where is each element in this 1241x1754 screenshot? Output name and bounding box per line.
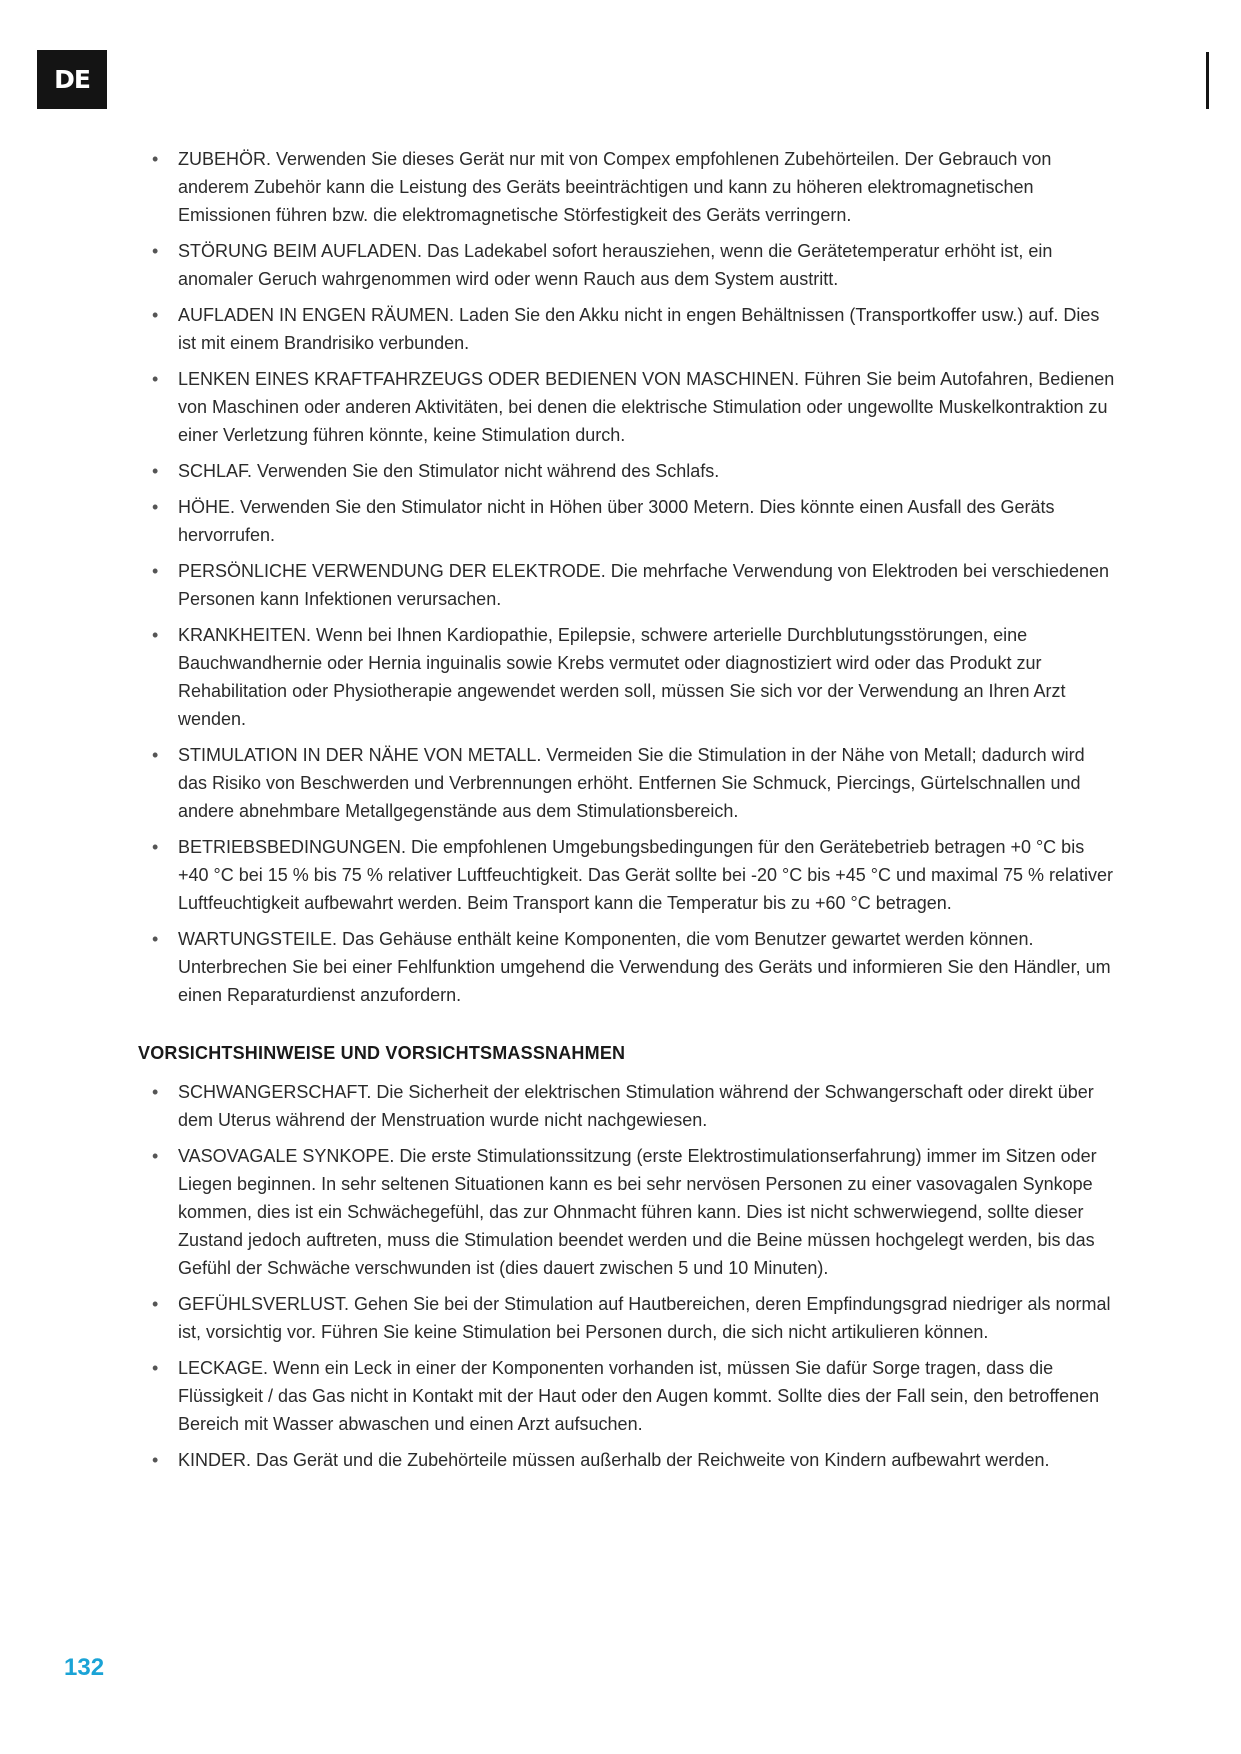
list-item (138, 1078, 1118, 1134)
bullet-icon: • (152, 837, 159, 857)
list-item-text: KINDER. Das Gerät und die Zubehörteile müssen außerhalb der Reichweite von Kindern aufbewahrt werden. (178, 1450, 1050, 1470)
list-item-text: PERSÖNLICHE VERWENDUNG DER ELEKTRODE. Die mehrfache Verwendung von Elektroden bei verschiedenen Personen kann Infektionen verursachen. (178, 561, 1110, 609)
bullet-icon: • (152, 461, 159, 481)
list-item (138, 365, 1118, 449)
list-item-text: WARTUNGSTEILE. Das Gehäuse enthält keine Komponenten, die vom Benutzer gewartet werden können. Unterbrechen Sie bei einer Fehlfunktion umgehend die Verwendung des Geräts und informieren Sie den Händler, um einen Reparaturdienst anzufordern. (178, 929, 1111, 1005)
list-item (138, 301, 1118, 357)
list-item-text: SCHWANGERSCHAFT. Die Sicherheit der elektrischen Stimulation während der Schwangerschaft oder direkt über dem Uterus während der Menstruation wurde nicht nachgewiesen. (178, 1082, 1094, 1130)
list-item-text: STIMULATION IN DER NÄHE VON METALL. Vermeiden Sie die Stimulation in der Nähe von Metall; dadurch wird das Risiko von Beschwerden und Verbrennungen erhöht. Entfernen Sie Schmuck, Piercings, Gürtelschnallen und andere abnehmbare Metallgegenstände aus dem Stimulationsbereich. (178, 745, 1085, 821)
list-item-text: STÖRUNG BEIM AUFLADEN. Das Ladekabel sofort herausziehen, wenn die Gerätetemperatur erhöht ist, ein anomaler Geruch wahrgenommen wird oder wenn Rauch aus dem System austritt. (178, 241, 1053, 289)
bullet-icon: • (152, 929, 159, 949)
bullet-icon: • (152, 1450, 159, 1470)
bullet-icon: • (152, 561, 159, 581)
list-item (138, 925, 1118, 1009)
list-item-text: ZUBEHÖR. Verwenden Sie dieses Gerät nur mit von Compex empfohlenen Zubehörteilen. Der Gebrauch von anderem Zubehör kann die Leistung des Geräts beeinträchtigen und kann zu höheren elektromagnetischen Emissionen führen bzw. die elektromagnetische Störfestigkeit des Geräts verringern. (178, 149, 1052, 225)
language-badge: DE (37, 50, 107, 109)
list-item (138, 621, 1118, 733)
list-item (138, 1354, 1118, 1438)
list-item (138, 557, 1118, 613)
list-item (138, 1446, 1118, 1474)
bullet-icon: • (152, 305, 159, 325)
bullet-icon: • (152, 497, 159, 517)
bullet-icon: • (152, 149, 159, 169)
list-item-text: SCHLAF. Verwenden Sie den Stimulator nicht während des Schlafs. (178, 461, 720, 481)
list-item-text: HÖHE. Verwenden Sie den Stimulator nicht in Höhen über 3000 Metern. Dies könnte einen Ausfall des Geräts hervorrufen. (178, 497, 1055, 545)
list-item-text: VASOVAGALE SYNKOPE. Die erste Stimulationssitzung (erste Elektrostimulationserfahrung) immer im Sitzen oder Liegen beginnen. In sehr seltenen Situationen kann es bei sehr nervösen Personen zu einer vasovagalen Synkope kommen, dies ist ein Schwächegefühl, das zur Ohnmacht führen kann. Dies ist nicht schwerwiegend, sollte dieser Zustand jedoch auftreten, muss die Stimulation beendet werden und die Beine müssen hochgelegt werden, bis das Gefühl der Schwäche verschwunden ist (dies dauert zwischen 5 und 10 Minuten). (178, 1146, 1097, 1278)
list-item-text: LECKAGE. Wenn ein Leck in einer der Komponenten vorhanden ist, müssen Sie dafür Sorge tragen, dass die Flüssigkeit / das Gas nicht in Kontakt mit der Haut oder den Augen kommt. Sollte dies der Fall sein, den betroffenen Bereich mit Wasser abwaschen und einen Arzt aufsuchen. (178, 1358, 1100, 1434)
list-item (138, 741, 1118, 825)
bullet-icon: • (152, 241, 159, 261)
edge-rule (1206, 52, 1209, 109)
list-item (138, 457, 1118, 485)
list-item-text: KRANKHEITEN. Wenn bei Ihnen Kardiopathie, Epilepsie, schwere arterielle Durchblutungsstörungen, eine Bauchwandhernie oder Hernia inguinalis sowie Krebs vermutet oder diagnostiziert wird oder das Produkt zur Rehabilitation oder Physiotherapie angewendet werden soll, müssen Sie sich vor der Verwendung an Ihren Arzt wenden. (178, 625, 1066, 729)
list-item-text: LENKEN EINES KRAFTFAHRZEUGS ODER BEDIENEN VON MASCHINEN. Führen Sie beim Autofahren, Bedienen von Maschinen oder anderen Aktivitäten, bei denen die elektrische Stimulation oder ungewollte Muskelkontraktion zu einer Verletzung führen könnte, keine Stimulation durch. (178, 369, 1115, 445)
main-content (138, 145, 1118, 1482)
list-item (138, 493, 1118, 549)
bullet-icon: • (152, 745, 159, 765)
warnings-list (138, 145, 1118, 1009)
page-number: 132 (64, 1654, 105, 1681)
list-item-text: GEFÜHLSVERLUST. Gehen Sie bei der Stimulation auf Hautbereichen, deren Empfindungsgrad niedriger als normal ist, vorsichtig vor. Führen Sie keine Stimulation bei Personen durch, die sich nicht artikulieren können. (178, 1294, 1111, 1342)
bullet-icon: • (152, 625, 159, 645)
bullet-icon: • (152, 1358, 159, 1378)
list-item-text: AUFLADEN IN ENGEN RÄUMEN. Laden Sie den Akku nicht in engen Behältnissen (Transportkoffer usw.) auf. Dies ist mit einem Brandrisiko verbunden. (178, 305, 1100, 353)
bullet-icon: • (152, 1082, 159, 1102)
list-item (138, 1290, 1118, 1346)
section-heading: VORSICHTSHINWEISE UND VORSICHTSMASSNAHMEN (138, 1043, 626, 1063)
list-item (138, 833, 1118, 917)
bullet-icon: • (152, 1294, 159, 1314)
precautions-list (138, 1078, 1118, 1474)
bullet-icon: • (152, 369, 159, 389)
bullet-icon: • (152, 1146, 159, 1166)
list-item (138, 1142, 1118, 1282)
list-item-text: BETRIEBSBEDINGUNGEN. Die empfohlenen Umgebungsbedingungen für den Gerätebetrieb betragen +0 °C bis +40 °C bei 15 % bis 75 % relativer Luftfeuchtigkeit. Das Gerät sollte bei -20 °C bis +45 °C und maximal 75 % relativer Luftfeuchtigkeit aufbewahrt werden. Beim Transport kann die Temperatur bis zu +60 °C betragen. (178, 837, 1114, 913)
list-item (138, 145, 1118, 229)
list-item (138, 237, 1118, 293)
